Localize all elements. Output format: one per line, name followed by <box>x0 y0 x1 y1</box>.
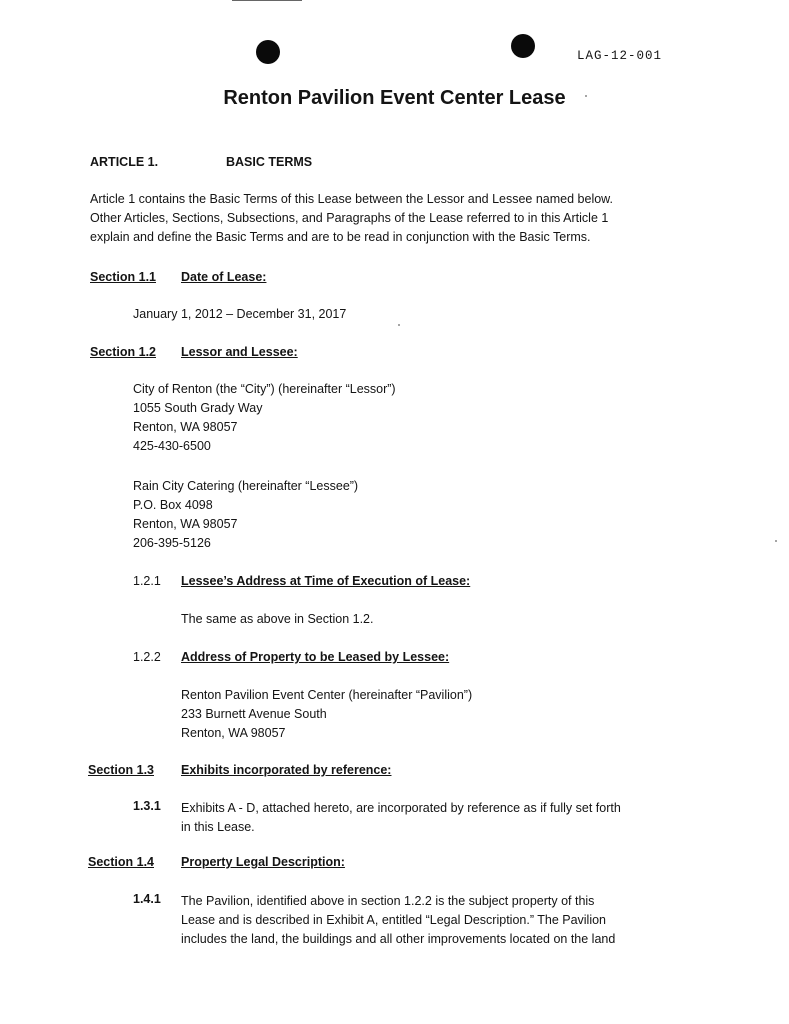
intro-line: explain and define the Basic Terms and are to be read in conjunction with the Basic Terms. <box>90 230 591 244</box>
section-1-3-number: Section 1.3 <box>88 763 154 777</box>
subsection-1-3-1-text <box>181 799 621 837</box>
legal-description-line: Lease and is described in Exhibit A, entitled “Legal Description.” The Pavilion <box>181 913 607 927</box>
exhibits-line: in this Lease. <box>181 820 255 834</box>
property-line: Renton Pavilion Event Center (hereinafter “Pavilion”) <box>181 688 473 702</box>
document-code: LAG-12-001 <box>577 49 663 63</box>
property-line: 233 Burnett Avenue South <box>181 707 327 721</box>
legal-description-line: The Pavilion, identified above in section 1.2.2 is the subject property of this <box>181 894 595 908</box>
punch-hole-right <box>511 34 535 58</box>
lessee-line: Rain City Catering (hereinafter “Lessee”) <box>133 479 359 493</box>
subsection-1-2-2-title: Address of Property to be Leased by Lessee: <box>181 650 450 664</box>
lessor-address <box>133 380 396 456</box>
property-address <box>181 686 472 743</box>
section-1-4-number: Section 1.4 <box>88 855 154 869</box>
article-intro <box>90 190 690 247</box>
lessee-line: 206-395-5126 <box>133 536 211 550</box>
subsection-1-3-1-number: 1.3.1 <box>133 799 161 813</box>
punch-hole-left <box>256 40 280 64</box>
exhibits-line: Exhibits A - D, attached hereto, are incorporated by reference as if fully set forth <box>181 801 621 815</box>
legal-description-line: includes the land, the buildings and all other improvements located on the land <box>181 932 616 946</box>
article-heading: BASIC TERMS <box>226 155 313 169</box>
lessor-line: 1055 South Grady Way <box>133 401 263 415</box>
intro-line: Other Articles, Sections, Subsections, and Paragraphs of the Lease referred to in this Article 1 <box>90 211 609 225</box>
lessor-line: Renton, WA 98057 <box>133 420 238 434</box>
section-1-2-number: Section 1.2 <box>90 345 156 359</box>
lessor-line: 425-430-6500 <box>133 439 211 453</box>
section-1-3-title: Exhibits incorporated by reference: <box>181 763 392 777</box>
subsection-1-4-1-text <box>181 892 615 949</box>
subsection-1-2-1-title: Lessee’s Address at Time of Execution of Lease: <box>181 574 471 588</box>
subsection-1-2-2-number: 1.2.2 <box>133 650 161 664</box>
lessee-line: P.O. Box 4098 <box>133 498 213 512</box>
document-title: Renton Pavilion Event Center Lease <box>223 87 566 109</box>
lease-dates: January 1, 2012 – December 31, 2017 <box>133 307 347 321</box>
subsection-1-2-1-number: 1.2.1 <box>133 574 161 588</box>
section-1-1-title: Date of Lease: <box>181 270 267 284</box>
scan-speck <box>775 540 777 542</box>
subsection-1-2-1-text: The same as above in Section 1.2. <box>181 612 374 626</box>
section-1-4-title: Property Legal Description: <box>181 855 345 869</box>
lessee-line: Renton, WA 98057 <box>133 517 238 531</box>
section-1-1-number: Section 1.1 <box>90 270 156 284</box>
subsection-1-4-1-number: 1.4.1 <box>133 892 161 906</box>
lessor-line: City of Renton (the “City”) (hereinafter “Lessor”) <box>133 382 396 396</box>
lessee-address <box>133 477 358 553</box>
scan-top-line <box>232 0 302 1</box>
scan-speck <box>398 324 400 326</box>
section-1-2-title: Lessor and Lessee: <box>181 345 298 359</box>
intro-line: Article 1 contains the Basic Terms of this Lease between the Lessor and Lessee named below. <box>90 192 613 206</box>
property-line: Renton, WA 98057 <box>181 726 286 740</box>
article-number: ARTICLE 1. <box>90 155 159 169</box>
